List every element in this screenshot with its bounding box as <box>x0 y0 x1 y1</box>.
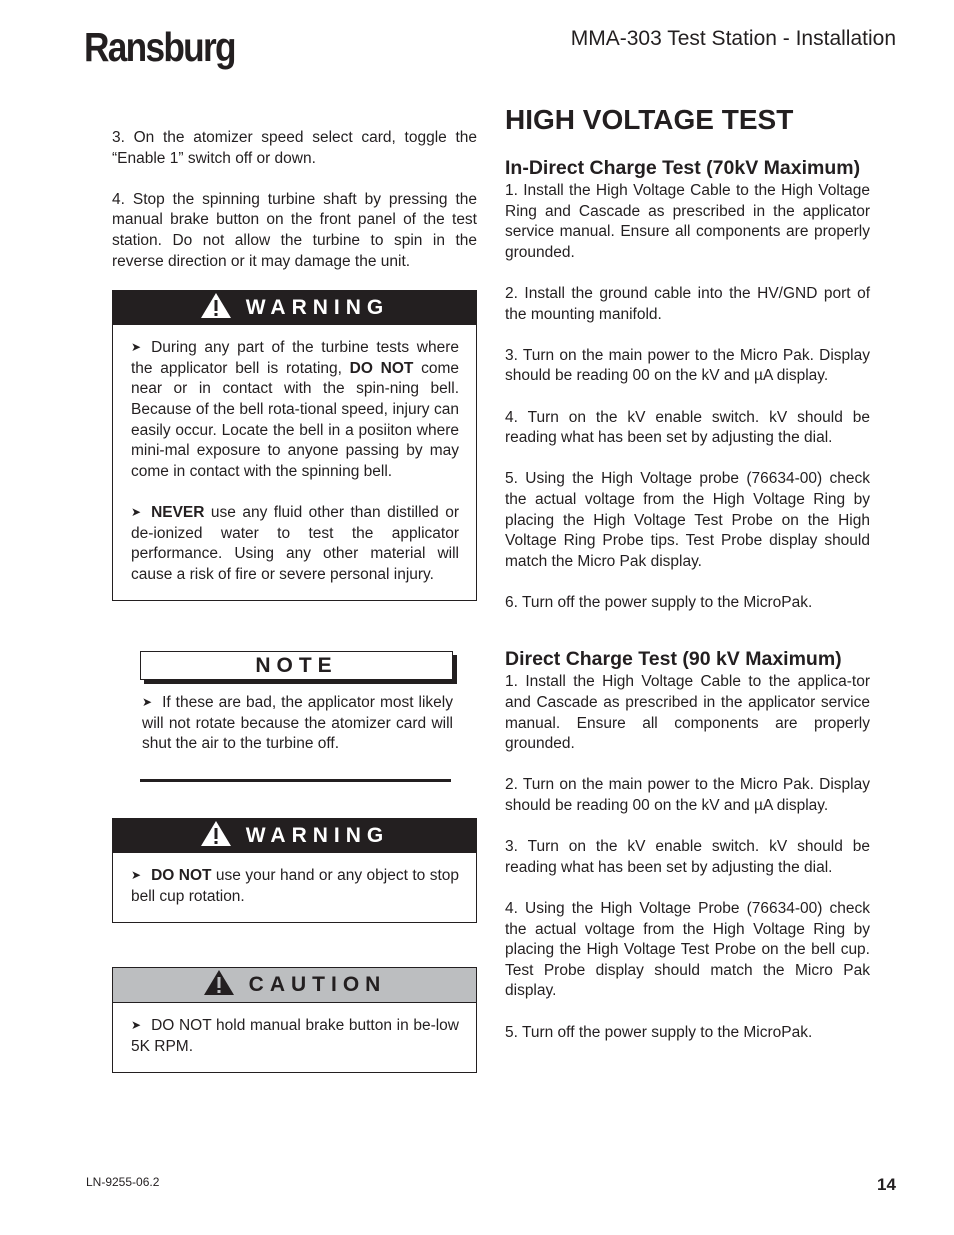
direct-step-2: 2. Turn on the main power to the Micro Pak. Display should be reading 00 on the kV and µA display. <box>505 776 870 815</box>
right-column <box>505 104 870 1043</box>
arrow-bullet-icon: ➤ <box>131 504 142 519</box>
caution-box <box>112 967 477 1073</box>
arrow-bullet-icon: ➤ <box>131 1018 142 1033</box>
arrow-bullet-icon: ➤ <box>142 695 153 710</box>
indirect-step-6: 6. Turn off the power supply to the MicroPak. <box>505 593 813 611</box>
direct-step-3: 3. Turn on the kV enable switch. kV should be reading what has been set by adjusting the dial. <box>505 838 870 876</box>
warning-label: WARNING <box>245 824 390 848</box>
direct-step-5: 5. Turn off the power supply to the MicroPak. <box>505 1023 813 1041</box>
note-block <box>140 651 453 782</box>
caution-triangle-icon <box>203 969 235 1002</box>
brand-logo: Ransburg <box>84 24 235 70</box>
warning-triangle-icon <box>200 292 232 325</box>
note-body <box>140 680 453 755</box>
warning-body <box>113 853 476 922</box>
left-column <box>112 128 477 1073</box>
note-label: NOTE <box>255 653 338 677</box>
warning-box-turbine <box>112 290 477 601</box>
warning-label: WARNING <box>245 296 390 320</box>
section-title: HIGH VOLTAGE TEST <box>505 104 794 135</box>
indirect-step-1: 1. Install the High Voltage Cable to the High Voltage Ring and Cascade as prescribed in the applicator service manual. Ensure all components are properly grounded. <box>505 182 870 261</box>
caution-body <box>113 1003 476 1072</box>
caution-text: ➤ DO NOT hold manual brake button in be-low 5K RPM. <box>131 1017 459 1055</box>
step-4: 4. Stop the spinning turbine shaft by pressing the manual brake button on the front panel of the test station. Do not allow the turbine to spin in the reverse direction or it may damage the unit. <box>112 190 477 270</box>
warning-item-rotation: ➤ During any part of the turbine tests where the applicator bell is rotating, DO NOT come near or in contact with the spin-ning bell. Because of the bell rota-tional speed, injury can easily occur. Locate the bell in a posiiton where mini-mal exposure to anyone passing by may come in contact with the spinning bell. <box>131 339 459 480</box>
warning-box-hand <box>112 818 477 923</box>
indirect-step-4: 4. Turn on the kV enable switch. kV should be reading what has been set by adjusting the dial. <box>505 408 870 447</box>
warning-body <box>113 325 476 600</box>
indirect-step-5: 5. Using the High Voltage probe (76634-00) check the actual voltage from the High Voltage Ring by placing the High Voltage Test Probe on the High Voltage Ring Probe tips. Test Probe display should match the Micro Pak display. <box>505 470 870 570</box>
arrow-bullet-icon: ➤ <box>131 340 142 355</box>
indirect-step-2: 2. Install the ground cable into the HV/GND port of the mounting manifold. <box>505 284 870 323</box>
warning-item-hand: ➤ DO NOT use your hand or any object to stop bell cup rotation. <box>131 867 460 905</box>
indirect-charge-title: In-Direct Charge Test (70kV Maximum) <box>505 157 861 179</box>
direct-step-4: 4. Using the High Voltage Probe (76634-00) check the actual voltage from the High Voltage Ring by placing the High Voltage Test Probe on the bell cup. Test Probe display should match the Micro Pak display. <box>505 900 870 1000</box>
page-number: 14 <box>877 1175 896 1194</box>
warning-header <box>113 291 476 325</box>
warning-header <box>113 819 476 853</box>
warning-triangle-icon <box>200 820 232 853</box>
note-text: ➤ If these are bad, the applicator most likely will not rotate because the atomizer card will shut the air to the turbine off. <box>142 694 453 753</box>
document-code: LN-9255-06.2 <box>86 1175 160 1189</box>
indirect-steps <box>505 181 870 613</box>
document-title: MMA-303 Test Station - Installation <box>570 27 896 50</box>
direct-charge-title: Direct Charge Test (90 kV Maximum) <box>505 648 842 671</box>
caution-header <box>113 968 476 1003</box>
note-divider <box>140 779 451 782</box>
arrow-bullet-icon: ➤ <box>131 868 142 883</box>
indirect-step-3: 3. Turn on the main power to the Micro Pak. Display should be reading 00 on the kV and µA display. <box>505 346 870 385</box>
step-3: 3. On the atomizer speed select card, toggle the “Enable 1” switch off or down. <box>112 129 477 167</box>
direct-step-1: 1. Install the High Voltage Cable to the applica-tor and Cascade as prescribed in the applicator service manual. Ensure all components are properly grounded. <box>505 673 870 753</box>
caution-label: CAUTION <box>248 973 387 997</box>
warning-item-fluid: ➤ NEVER use any fluid other than distilled or de-ionized water to test the applicator performance. Using any other material will cause a risk of fire or severe personal injury. <box>131 503 459 583</box>
direct-steps <box>505 672 870 1043</box>
note-header <box>140 651 453 680</box>
